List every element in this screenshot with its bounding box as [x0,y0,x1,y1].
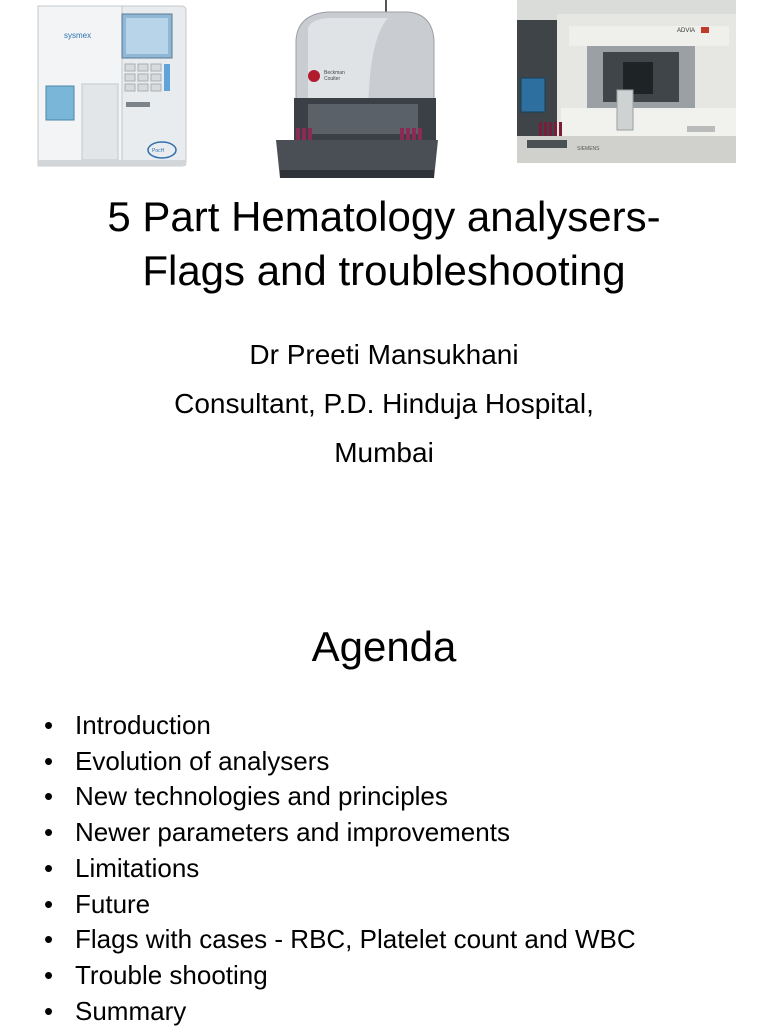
agenda-item [44,887,636,923]
agenda-item-text: Trouble shooting [75,959,268,990]
agenda-item [44,779,636,815]
title-line-2: Flags and troubleshooting [142,247,626,294]
slide-title [0,190,768,298]
advia-analyser-illustration [517,0,736,163]
agenda-item-text: Summary [75,995,187,1026]
analyser-image-3 [517,0,736,163]
agenda-slide [0,560,768,1024]
agenda-list [44,708,636,1029]
agenda-title: Agenda [311,623,457,670]
svg-text:PocH: PocH [152,148,165,154]
svg-text:SIEMENS: SIEMENS [577,146,600,152]
bullet-icon: • [44,888,54,919]
agenda-item-text: Flags with cases - RBC, Platelet count and WBC [75,924,636,955]
svg-text:ADVIA: ADVIA [677,28,696,34]
agenda-item-text: Limitations [75,852,200,883]
sysmex-analyser-illustration [30,0,190,175]
analyser-image-2 [268,0,444,185]
bullet-icon: • [44,924,54,955]
title-line-1: 5 Part Hematology analysers- [107,193,661,240]
agenda-item [44,958,636,994]
coulter-analyser-illustration [268,0,444,185]
bullet-icon: • [44,745,54,776]
bullet-icon: • [44,852,54,883]
svg-text:Coulter: Coulter [324,76,341,82]
agenda-item [44,851,636,887]
bullet-icon: • [44,995,54,1026]
agenda-item-text: Evolution of analysers [75,745,330,776]
bullet-icon: • [44,817,54,848]
author-city: Mumbai [334,437,434,468]
bullet-icon: • [44,959,54,990]
agenda-item-text: Introduction [75,710,211,740]
agenda-item [44,922,636,958]
slide-subtitle [0,330,768,477]
agenda-item [44,744,636,780]
bullet-icon: • [44,710,54,740]
agenda-item [44,708,636,744]
agenda-item [44,815,636,851]
bullet-icon: • [44,781,54,812]
agenda-item-text: Future [75,888,151,919]
agenda-item-text: Newer parameters and improvements [75,817,510,848]
analyser-image-1 [30,0,190,175]
author-affiliation: Consultant, P.D. Hinduja Hospital, [174,388,594,419]
svg-text:Beckman: Beckman [324,70,345,76]
svg-text:sysmex: sysmex [64,31,92,40]
agenda-item-text: New technologies and principles [75,781,448,812]
author-name: Dr Preeti Mansukhani [249,339,519,370]
